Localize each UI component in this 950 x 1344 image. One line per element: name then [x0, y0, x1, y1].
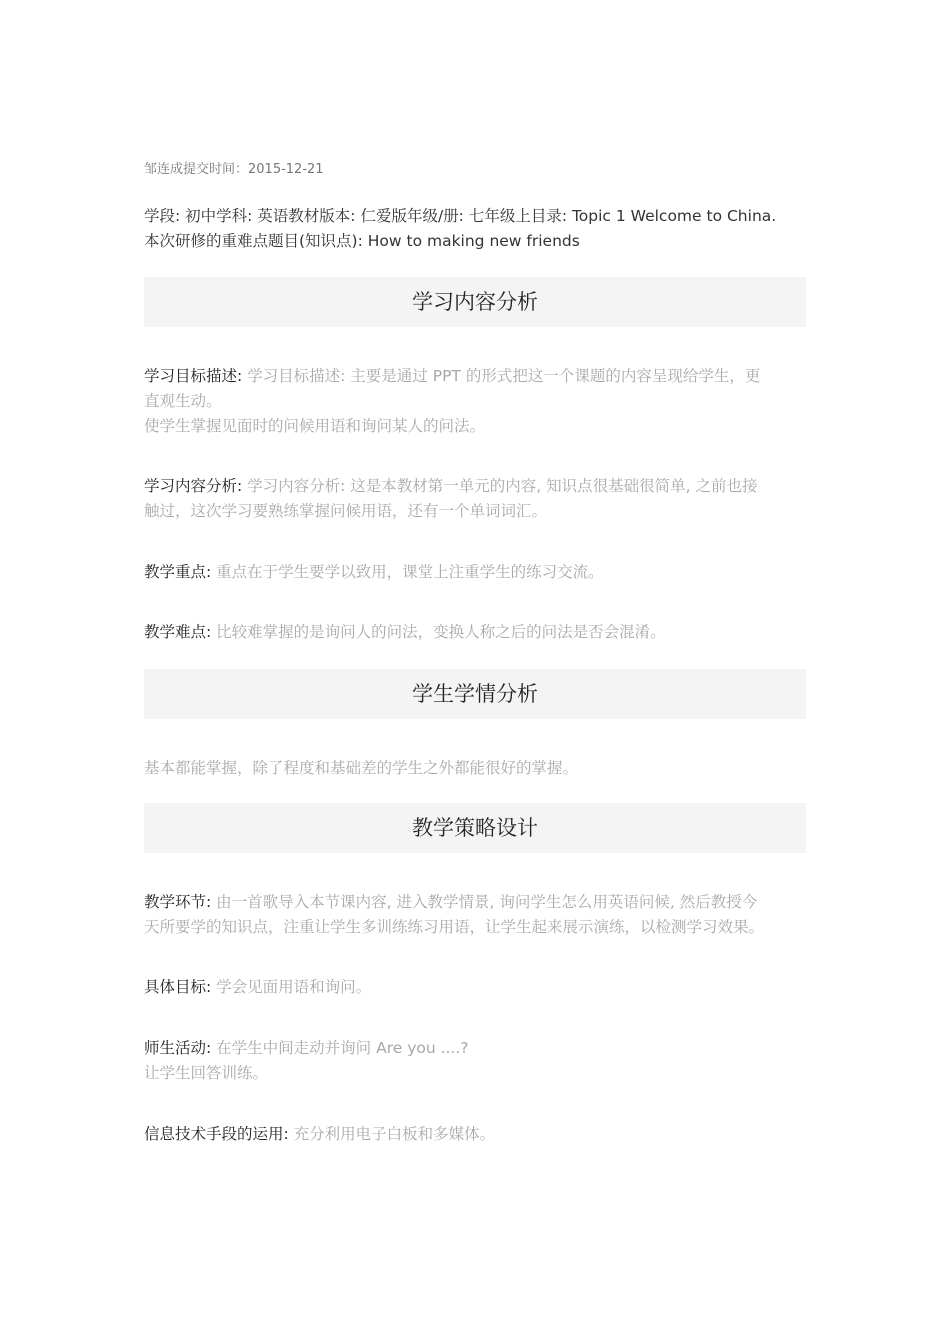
difficulty-text: 比较难掌握的是询问人的问法，变换人称之后的问法是否会混淆。 — [211, 623, 666, 641]
submission-meta: 邹连成提交时间：2015-12-21 — [144, 162, 324, 177]
key-point-paragraph — [144, 560, 806, 585]
section-title-content-analysis: 学习内容分析 — [144, 277, 806, 327]
activity-paragraph — [144, 1036, 806, 1086]
teaching-process-paragraph — [144, 890, 806, 940]
teaching-process-text-cont: 天所要学的知识点，注重让学生多训练练习用语，让学生起来展示演练，以检测学习效果。 — [144, 918, 765, 936]
specific-goal-paragraph — [144, 975, 806, 1000]
section-title-student-analysis: 学生学情分析 — [144, 669, 806, 719]
difficulty-paragraph — [144, 620, 806, 645]
tech-label: 信息技术手段的运用: — [144, 1125, 289, 1143]
section-title-strategy: 教学策略设计 — [144, 803, 806, 853]
content-analysis-text-cont: 触过，这次学习要熟练掌握问候用语，还有一个单词词汇。 — [144, 502, 548, 520]
content-analysis-text: 学习内容分析: 这是本教材第一单元的内容, 知识点很基础很简单, 之前也接 — [242, 477, 758, 495]
activity-text: 在学生中间走动并询问 Are you ....? — [211, 1039, 469, 1057]
learning-goal-text: 学习目标描述: 主要是通过 PPT 的形式把这一个课题的内容呈现给学生，更 — [242, 367, 761, 385]
content-analysis-label: 学习内容分析: — [144, 477, 243, 495]
key-point-label: 教学重点: — [144, 563, 212, 581]
learning-goal-paragraph — [144, 364, 806, 439]
learning-goal-label: 学习目标描述: — [144, 367, 243, 385]
topic-line: 本次研修的重难点题目(知识点): How to making new friends — [144, 232, 580, 250]
course-info — [144, 204, 824, 254]
learning-goal-text-extra: 使学生掌握见面时的问候用语和询问某人的问法。 — [144, 417, 486, 435]
teaching-process-label: 教学环节: — [144, 893, 212, 911]
student-analysis-paragraph: 基本都能掌握，除了程度和基础差的学生之外都能很好的掌握。 — [144, 759, 579, 777]
specific-goal-text: 学会见面用语和询问。 — [211, 978, 372, 996]
difficulty-label: 教学难点: — [144, 623, 212, 641]
teaching-process-text: 由一首歌导入本节课内容, 进入教学情景, 询问学生怎么用英语问候, 然后教授今 — [211, 893, 758, 911]
key-point-text: 重点在于学生要学以致用，课堂上注重学生的练习交流。 — [211, 563, 604, 581]
tech-paragraph — [144, 1122, 806, 1147]
learning-goal-text-cont: 直观生动。 — [144, 392, 222, 410]
tech-text: 充分利用电子白板和多媒体。 — [288, 1125, 496, 1143]
course-info-line: 学段: 初中学科: 英语教材版本: 仁爱版年级/册: 七年级上目录: Topic 1 Welcome to China. — [144, 207, 777, 225]
activity-label: 师生活动: — [144, 1039, 212, 1057]
specific-goal-label: 具体目标: — [144, 978, 212, 996]
content-analysis-paragraph — [144, 474, 806, 524]
activity-text-cont: 让学生回答训练。 — [144, 1064, 269, 1082]
